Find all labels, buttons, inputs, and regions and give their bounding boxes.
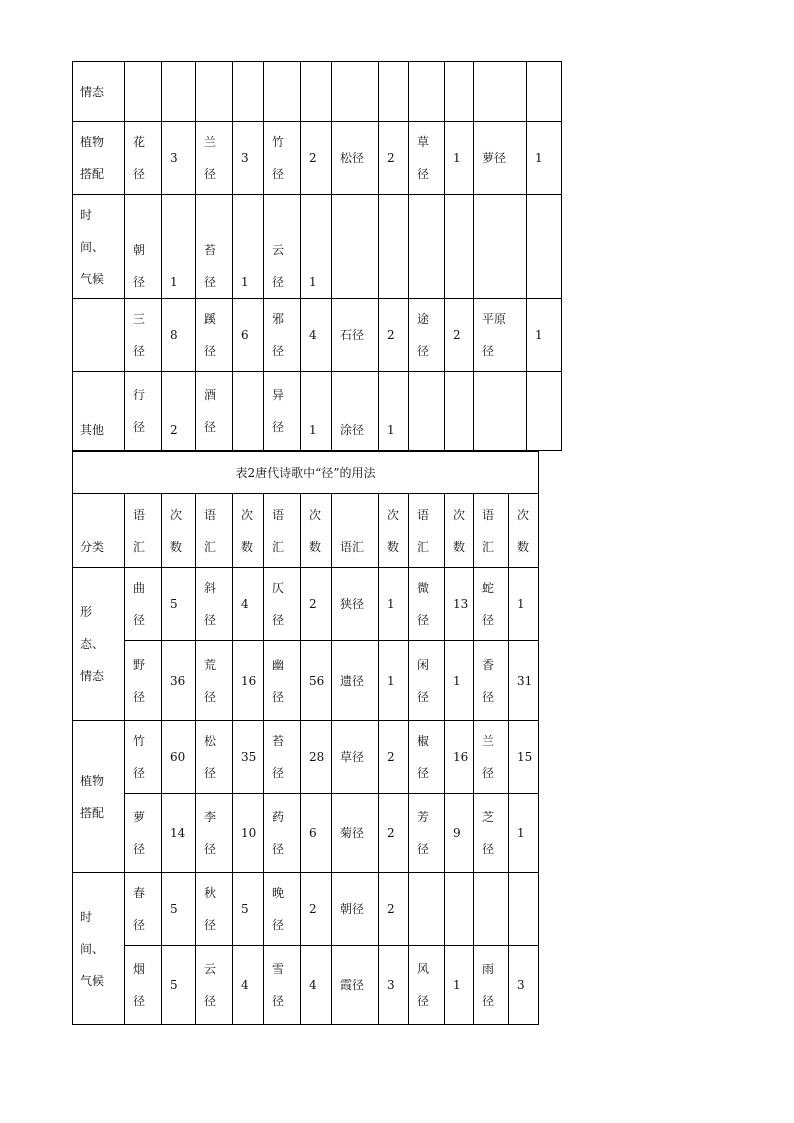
count-cell: 5 <box>162 873 196 946</box>
count-cell: 60 <box>162 721 196 794</box>
term-cell: 烟 径 <box>125 946 162 1025</box>
count-cell: 5 <box>162 568 196 641</box>
term-cell: 花 径 <box>125 122 162 195</box>
term-cell: 芝 径 <box>474 794 509 873</box>
term-cell: 竹 径 <box>264 122 301 195</box>
term-cell: 曲 径 <box>125 568 162 641</box>
count-cell: 2 <box>379 794 409 873</box>
term-cell: 行 径 <box>125 372 162 451</box>
count-cell: 1 <box>445 641 474 721</box>
count-cell: 2 <box>379 873 409 946</box>
count-cell: 8 <box>162 299 196 372</box>
term-cell: 松 径 <box>196 721 233 794</box>
count-cell: 2 <box>379 721 409 794</box>
count-cell: 1 <box>527 122 562 195</box>
table-caption-row <box>73 452 539 494</box>
table-row <box>73 299 562 372</box>
tang-poetry-usage-table <box>72 451 539 1025</box>
term-cell: 霞径 <box>332 946 379 1025</box>
count-cell: 1 <box>301 372 332 451</box>
table-row <box>73 794 539 873</box>
count-cell: 16 <box>445 721 474 794</box>
term-cell: 萝 径 <box>125 794 162 873</box>
term-cell: 遗径 <box>332 641 379 721</box>
count-cell: 2 <box>445 299 474 372</box>
group-label-shape-mood: 形 态、 情态 <box>73 568 125 721</box>
term-cell: 云 径 <box>196 946 233 1025</box>
table-row <box>73 195 562 299</box>
term-cell: 兰 径 <box>196 122 233 195</box>
term-cell: 草径 <box>332 721 379 794</box>
term-cell: 朝径 <box>332 873 379 946</box>
term-cell: 平原 径 <box>474 299 527 372</box>
count-cell: 4 <box>233 946 264 1025</box>
count-cell: 1 <box>445 122 474 195</box>
term-cell <box>474 372 527 451</box>
term-cell <box>409 195 445 299</box>
term-cell <box>264 62 301 122</box>
header-count: 次 数 <box>379 494 409 568</box>
count-cell: 2 <box>301 122 332 195</box>
header-category: 分类 <box>73 494 125 568</box>
table-row <box>73 873 539 946</box>
term-cell <box>332 62 379 122</box>
term-cell: 苔 径 <box>264 721 301 794</box>
count-cell: 3 <box>379 946 409 1025</box>
term-cell: 微 径 <box>409 568 445 641</box>
header-count: 次 数 <box>233 494 264 568</box>
count-cell: 2 <box>301 568 332 641</box>
count-cell: 13 <box>445 568 474 641</box>
count-cell <box>445 62 474 122</box>
count-cell: 2 <box>379 299 409 372</box>
count-cell: 3 <box>233 122 264 195</box>
count-cell: 1 <box>509 568 539 641</box>
count-cell: 2 <box>379 122 409 195</box>
header-count: 次 数 <box>509 494 539 568</box>
term-cell: 蹊 径 <box>196 299 233 372</box>
term-cell: 石径 <box>332 299 379 372</box>
category-label <box>73 299 125 372</box>
header-count: 次 数 <box>445 494 474 568</box>
table-row <box>73 568 539 641</box>
term-cell: 野 径 <box>125 641 162 721</box>
count-cell: 5 <box>162 946 196 1025</box>
term-cell: 菊径 <box>332 794 379 873</box>
header-term: 语 汇 <box>474 494 509 568</box>
count-cell: 28 <box>301 721 332 794</box>
count-cell <box>301 62 332 122</box>
table-row <box>73 946 539 1025</box>
count-cell <box>527 62 562 122</box>
count-cell: 36 <box>162 641 196 721</box>
term-cell: 幽 径 <box>264 641 301 721</box>
count-cell <box>233 372 264 451</box>
count-cell: 4 <box>233 568 264 641</box>
term-cell <box>474 873 509 946</box>
count-cell: 1 <box>509 794 539 873</box>
category-label: 时 间、 气候 <box>73 195 125 299</box>
header-term: 语 汇 <box>196 494 233 568</box>
count-cell: 15 <box>509 721 539 794</box>
term-cell: 香 径 <box>474 641 509 721</box>
term-cell: 异 径 <box>264 372 301 451</box>
table-row <box>73 721 539 794</box>
group-label-time-weather: 时 间、 气候 <box>73 873 125 1025</box>
count-cell: 16 <box>233 641 264 721</box>
term-cell <box>196 62 233 122</box>
count-cell: 35 <box>233 721 264 794</box>
header-term: 语 汇 <box>409 494 445 568</box>
table-caption: 表2唐代诗歌中“径”的用法 <box>73 452 539 494</box>
term-cell <box>409 873 445 946</box>
count-cell: 4 <box>301 299 332 372</box>
term-cell: 芳 径 <box>409 794 445 873</box>
count-cell: 1 <box>379 372 409 451</box>
term-cell: 兰 径 <box>474 721 509 794</box>
term-cell: 朝 径 <box>125 195 162 299</box>
term-cell <box>474 62 527 122</box>
count-cell: 1 <box>527 299 562 372</box>
term-cell: 草 径 <box>409 122 445 195</box>
term-cell: 斜 径 <box>196 568 233 641</box>
header-count: 次 数 <box>301 494 332 568</box>
count-cell: 31 <box>509 641 539 721</box>
term-cell <box>409 372 445 451</box>
term-cell: 三 径 <box>125 299 162 372</box>
term-cell: 竹 径 <box>125 721 162 794</box>
term-cell: 狭径 <box>332 568 379 641</box>
term-cell: 风 径 <box>409 946 445 1025</box>
count-cell: 6 <box>301 794 332 873</box>
header-term: 语 汇 <box>264 494 301 568</box>
count-cell <box>527 195 562 299</box>
term-cell <box>125 62 162 122</box>
header-term: 语汇 <box>332 494 379 568</box>
count-cell: 9 <box>445 794 474 873</box>
category-label: 其他 <box>73 372 125 451</box>
category-label: 情态 <box>73 62 125 122</box>
count-cell: 1 <box>379 641 409 721</box>
count-cell: 10 <box>233 794 264 873</box>
term-cell: 荒 径 <box>196 641 233 721</box>
term-cell: 药 径 <box>264 794 301 873</box>
term-cell: 春 径 <box>125 873 162 946</box>
count-cell: 14 <box>162 794 196 873</box>
term-cell: 松径 <box>332 122 379 195</box>
count-cell: 5 <box>233 873 264 946</box>
header-count: 次 数 <box>162 494 196 568</box>
term-cell: 李 径 <box>196 794 233 873</box>
term-cell: 仄 径 <box>264 568 301 641</box>
usage-table-continued <box>72 61 562 451</box>
count-cell: 4 <box>301 946 332 1025</box>
table-row <box>73 372 562 451</box>
count-cell <box>233 62 264 122</box>
table-row <box>73 122 562 195</box>
term-cell: 秋 径 <box>196 873 233 946</box>
header-term: 语 汇 <box>125 494 162 568</box>
term-cell <box>474 195 527 299</box>
count-cell: 2 <box>162 372 196 451</box>
term-cell <box>409 62 445 122</box>
count-cell <box>162 62 196 122</box>
term-cell: 涂径 <box>332 372 379 451</box>
term-cell: 苔 径 <box>196 195 233 299</box>
count-cell <box>445 195 474 299</box>
term-cell <box>332 195 379 299</box>
count-cell: 1 <box>233 195 264 299</box>
count-cell: 56 <box>301 641 332 721</box>
count-cell <box>509 873 539 946</box>
count-cell: 3 <box>162 122 196 195</box>
term-cell: 蛇 径 <box>474 568 509 641</box>
term-cell: 酒 径 <box>196 372 233 451</box>
term-cell: 邪 径 <box>264 299 301 372</box>
count-cell: 1 <box>445 946 474 1025</box>
count-cell: 6 <box>233 299 264 372</box>
count-cell: 1 <box>162 195 196 299</box>
count-cell <box>445 873 474 946</box>
count-cell <box>379 62 409 122</box>
term-cell: 萝径 <box>474 122 527 195</box>
term-cell: 雪 径 <box>264 946 301 1025</box>
category-label: 植物 搭配 <box>73 122 125 195</box>
table-header-row <box>73 494 539 568</box>
count-cell: 1 <box>301 195 332 299</box>
term-cell: 椒 径 <box>409 721 445 794</box>
table-row <box>73 641 539 721</box>
table-row <box>73 62 562 122</box>
count-cell <box>379 195 409 299</box>
count-cell: 2 <box>301 873 332 946</box>
term-cell: 闲 径 <box>409 641 445 721</box>
count-cell: 3 <box>509 946 539 1025</box>
count-cell <box>445 372 474 451</box>
term-cell: 晚 径 <box>264 873 301 946</box>
group-label-plants: 植物 搭配 <box>73 721 125 873</box>
count-cell: 1 <box>379 568 409 641</box>
count-cell <box>527 372 562 451</box>
term-cell: 雨 径 <box>474 946 509 1025</box>
term-cell: 途 径 <box>409 299 445 372</box>
term-cell: 云 径 <box>264 195 301 299</box>
